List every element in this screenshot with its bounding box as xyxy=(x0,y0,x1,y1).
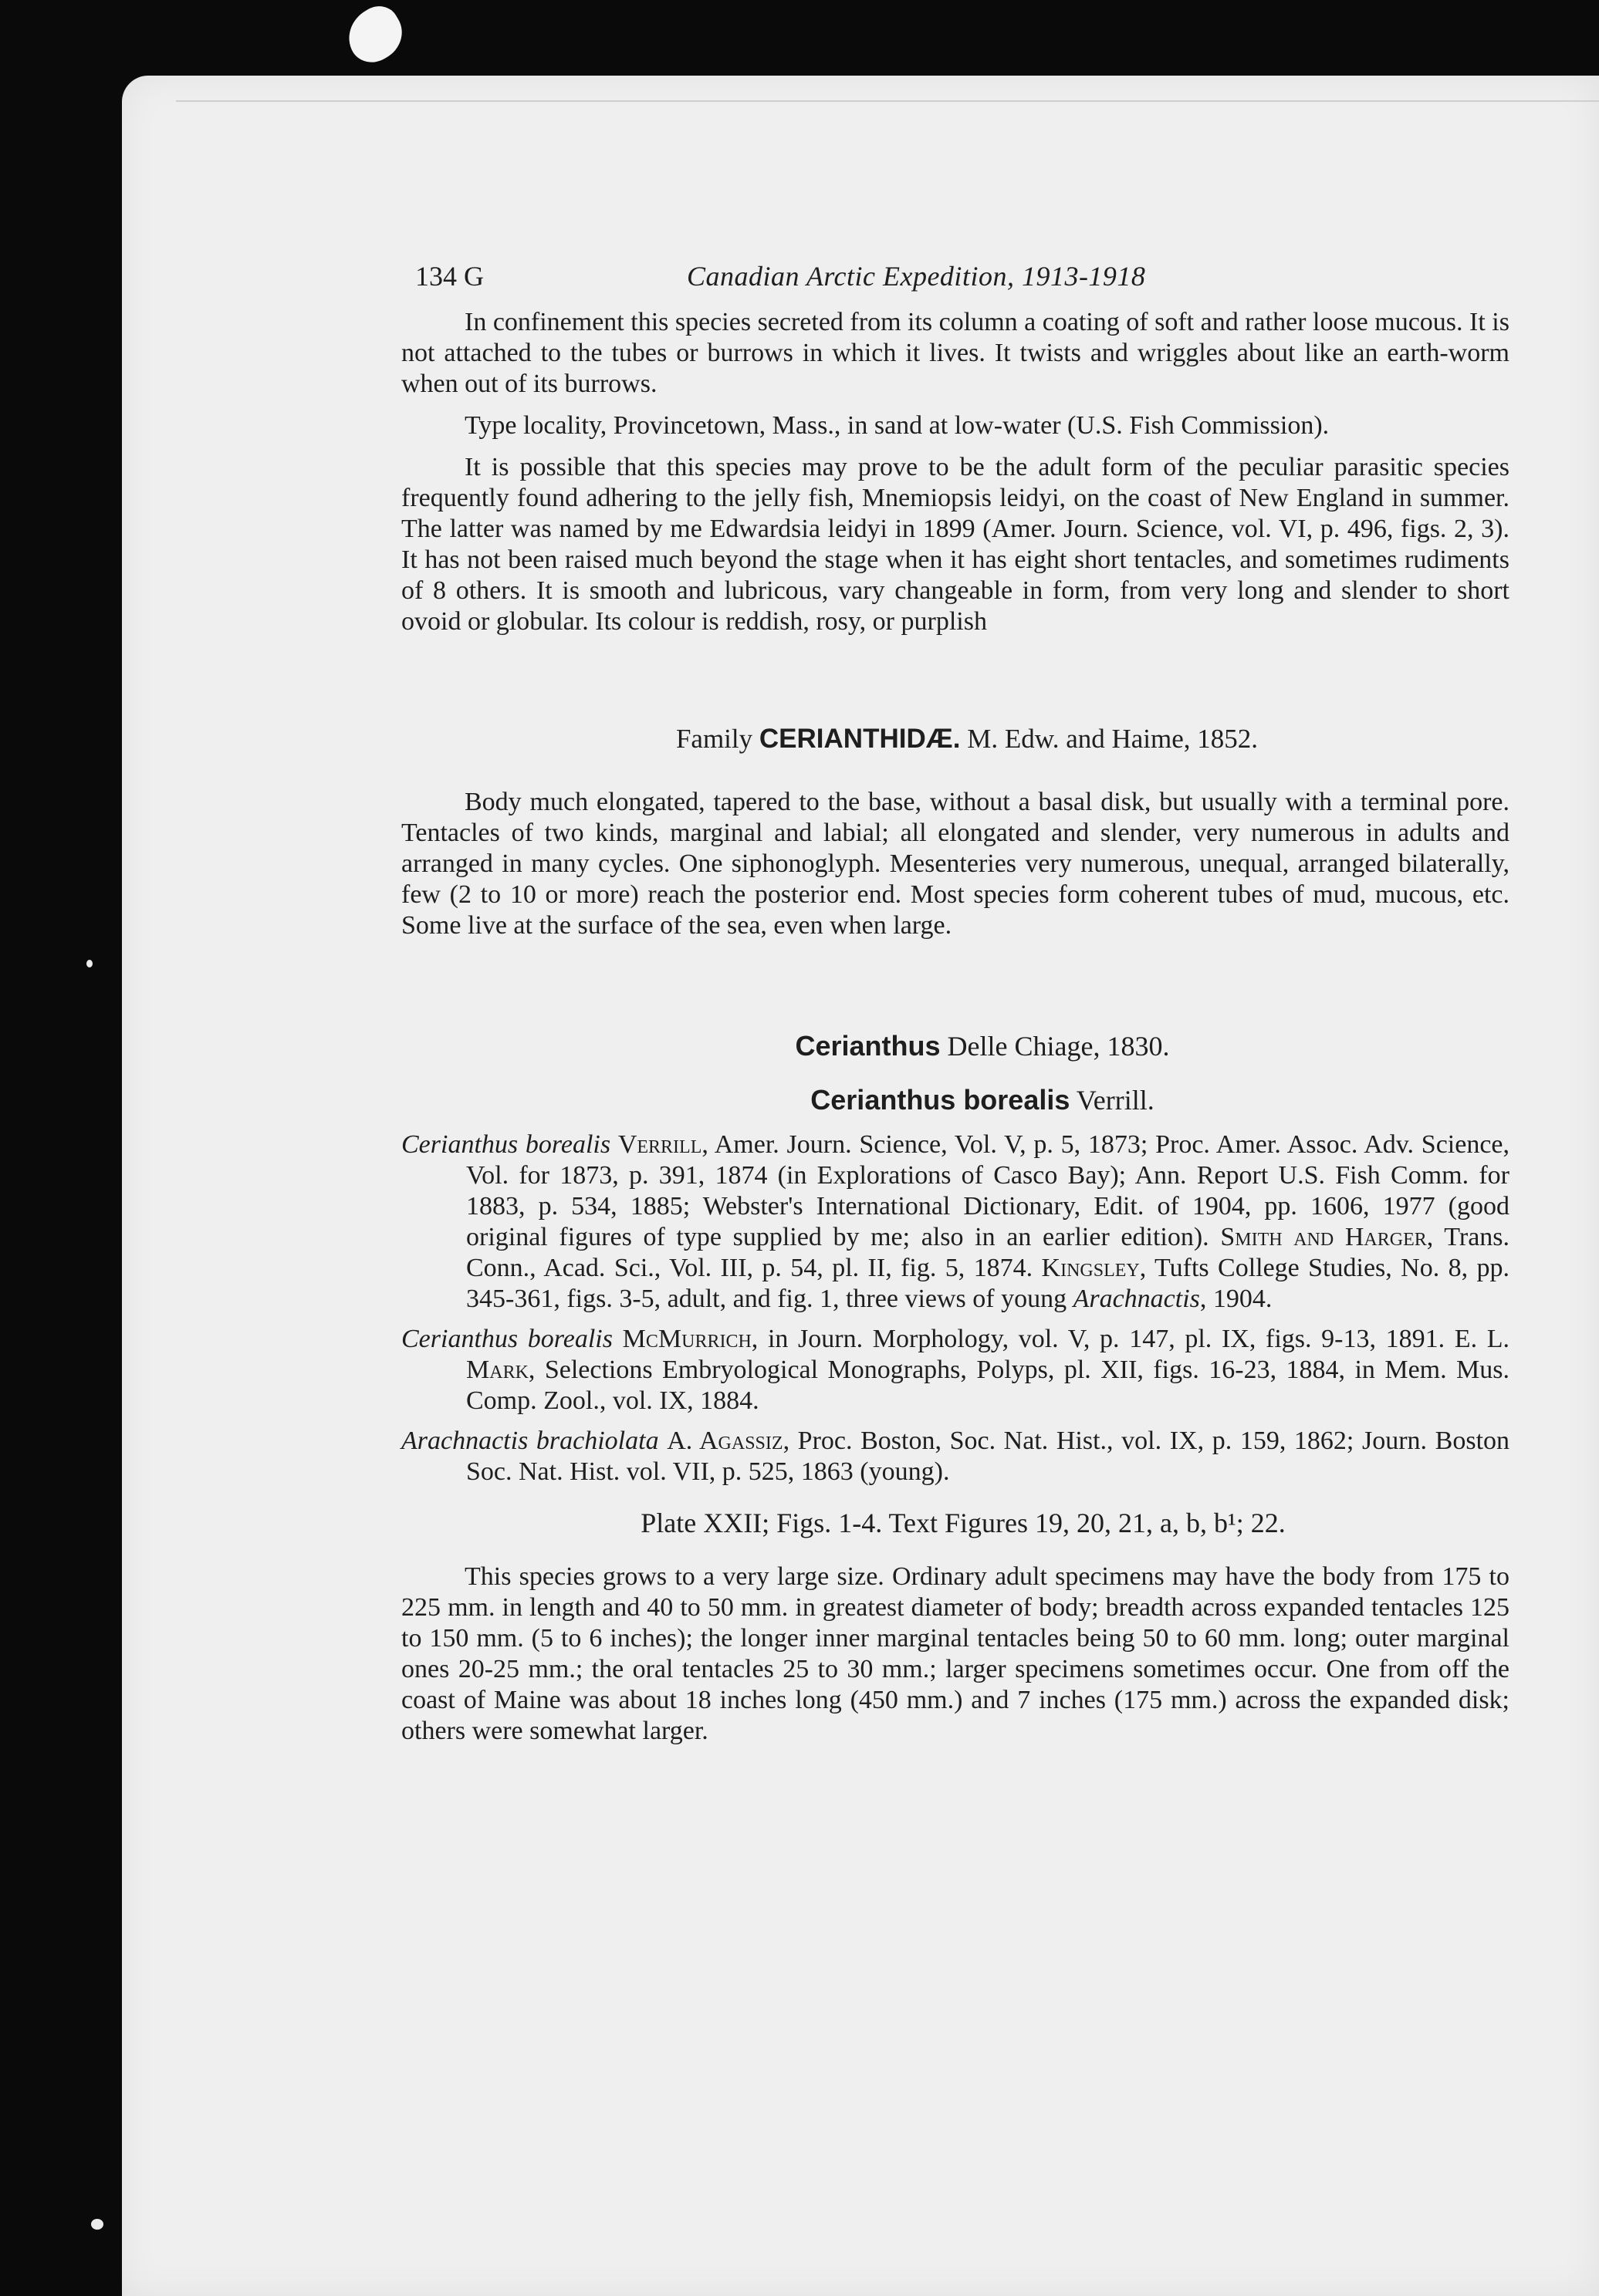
synonym-text: , in Journ. Morphology, vol. V, p. 147, pl. IX, figs. 9-13, 1891. E. L. xyxy=(751,1325,1510,1353)
synonym-author: Verrill xyxy=(617,1130,702,1159)
synonym-author: A. Agassiz xyxy=(667,1427,783,1455)
scan-speck xyxy=(91,2219,103,2230)
family-name: CERIANTHIDÆ. xyxy=(759,724,961,754)
synonym-author: Smith and Harger xyxy=(1220,1223,1427,1251)
synonym-text: , Selections Embryological Monographs, Polyps, pl. XII, figs. 16-23, 1884, in Mem. Mus. Comp. Zool., vol. IX, 1884. xyxy=(466,1356,1509,1415)
synonym-taxon: Arachnactis xyxy=(1073,1285,1200,1313)
page-edge xyxy=(176,100,1599,102)
family-description: Body much elongated, tapered to the base, without a basal disk, but usually with a terminal pore. Tentacles of two kinds, marginal and labial; all elongated and slender, very numerous in adults and arranged in many cycles. One siphonoglyph. Mesenteries very numerous, unequal, arranged bilaterally, few (2 to 10 or more) reach the posterior end. Most species form coherent tubes of mud, mucous, etc. Some live at the surface of the sea, even when large. xyxy=(401,788,1509,940)
synonymy-entry xyxy=(401,1426,1509,1487)
synonym-text: , Amer. Journ. Science, Vol. V, p. 5, 1873; Proc. Amer. Assoc. Adv. Science, Vol. for 1873, p. 391, 1874 (in Explorations of Casco Bay); Ann. Report U.S. Fish Comm. for 1883, p. 534, 1885; Webster's International Dictionary, Edit. of 1904, pp. 1606, 1977 (good original figures of type supplied by me; also in an earlier edition). xyxy=(466,1130,1510,1251)
intro-paragraph-2: Type locality, Provincetown, Mass., in sand at low-water (U.S. Fish Commission). xyxy=(465,411,1330,440)
synonym-author: McMurrich xyxy=(622,1325,752,1353)
intro-paragraph-3: It is possible that this species may prove to be the adult form of the peculiar parasitic species frequently found adhering to the jelly fish, Mnemiopsis leidyi, on the coast of New England in summer. The latter was named by me Edwardsia leidyi in 1899 (Amer. Journ. Science, vol. VI, p. 496, figs. 2, 3). It has not been raised much beyond the stage when it has eight short tentacles, and sometimes rudiments of 8 others. It is smooth and lubricous, vary changeable in form, from very long and slender to short ovoid or globular. Its colour is reddish, rosy, or purplish xyxy=(401,453,1509,636)
scan-artifact xyxy=(338,0,411,71)
synonym-text: , 1904. xyxy=(1199,1285,1273,1313)
synonym-taxon: Cerianthus borealis xyxy=(401,1130,611,1159)
page-number: 134 G xyxy=(415,261,484,292)
family-prefix: Family xyxy=(675,724,753,754)
synonym-text: , Proc. Boston, Soc. Nat. Hist., vol. IX, p. 159, 1862; Journ. Boston Soc. Nat. Hist. vol. VII, p. 525, 1863 (young). xyxy=(466,1427,1510,1486)
synonym-author: Kingsley xyxy=(1041,1254,1140,1282)
synonym-text: , Trans. Conn., Acad. Sci., Vol. III, p. 54, pl. II, fig. 5, 1874. xyxy=(466,1223,1510,1282)
page-header xyxy=(401,261,1509,307)
plate-reference: Plate XXII; Figs. 1-4. Text Figures 19, 20, 21, a, b, b¹; 22. xyxy=(641,1508,1286,1538)
scan-speck xyxy=(86,960,93,967)
synonymy-entry xyxy=(401,1324,1509,1416)
genus-name: Cerianthus xyxy=(795,1030,941,1062)
species-heading xyxy=(401,1085,1509,1116)
synonym-author: Mark xyxy=(466,1356,529,1384)
synonym-taxon: Arachnactis brachiolata xyxy=(401,1427,659,1455)
species-authority: Verrill. xyxy=(1076,1085,1154,1116)
genus-heading xyxy=(401,1031,1509,1062)
synonymy-entry xyxy=(401,1129,1509,1315)
genus-authority: Delle Chiage, 1830. xyxy=(947,1031,1170,1062)
running-title: Canadian Arctic Expedition, 1913-1918 xyxy=(687,261,1146,292)
synonymy-list xyxy=(401,1129,1509,1487)
page-content xyxy=(401,247,1509,1747)
description-paragraph: This species grows to a very large size. Ordinary adult specimens may have the body from 175 to 225 mm. in length and 40 to 50 mm. in greatest diameter of body; breadth across expanded tentacles 125 to 150 mm. (5 to 6 inches); the longer inner marginal tentacles being 50 to 60 mm. long; outer marginal ones 20-25 mm.; the oral tentacles 25 to 30 mm.; larger specimens sometimes occur. One from off the coast of Maine was about 18 inches long (450 mm.) and 7 inches (175 mm.) across the expanded disk; others were somewhat larger. xyxy=(401,1562,1509,1745)
synonym-taxon: Cerianthus borealis xyxy=(401,1325,613,1353)
synonym-text: , Tufts College Studies, No. 8, pp. 345-361, figs. 3-5, adult, and fig. 1, three views of young xyxy=(466,1254,1510,1313)
family-heading xyxy=(401,724,1509,755)
family-authority: M. Edw. and Haime, 1852. xyxy=(967,724,1259,754)
species-name: Cerianthus borealis xyxy=(810,1084,1070,1116)
intro-paragraph-1: In confinement this species secreted from its column a coating of soft and rather loose mucous. It is not attached to the tubes or burrows in which it lives. It twists and wriggles about like an earth-worm when out of its burrows. xyxy=(401,308,1509,398)
